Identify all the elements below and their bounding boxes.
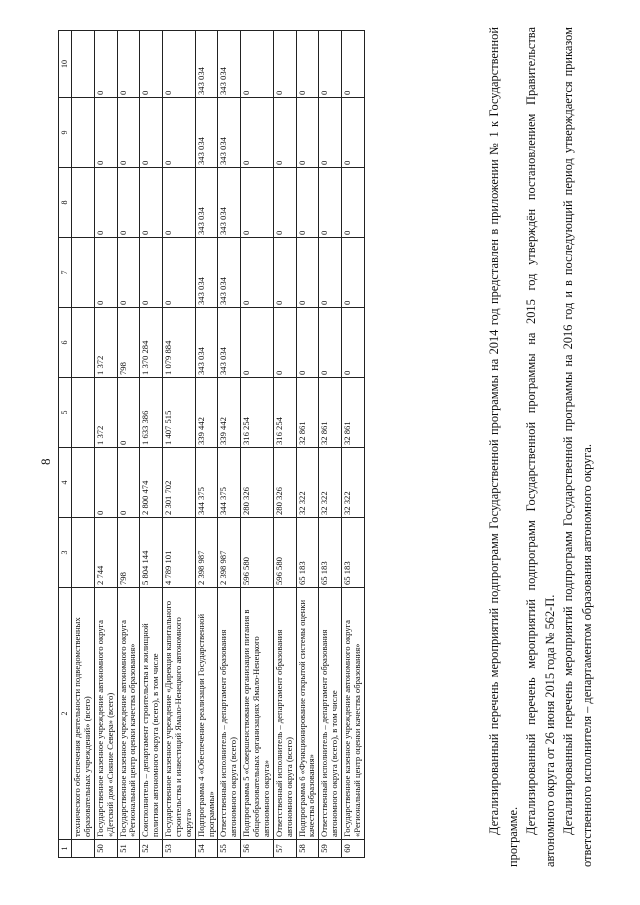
column-header: 5 (59, 378, 72, 448)
row-name: Государственное казенное учреждение «Дирекция капитального строительства и инвестиций Ямало-Ненецкого автономного округа» (163, 588, 196, 840)
row-value: 339 442 (218, 378, 241, 448)
row-value: 316 254 (273, 378, 296, 448)
row-value: 1 079 884 (163, 308, 196, 378)
column-header: 8 (59, 168, 72, 238)
row-value: 339 442 (195, 378, 218, 448)
row-value: 343 034 (195, 238, 218, 308)
row-value: 0 (342, 98, 365, 168)
row-value: 0 (94, 31, 117, 98)
row-value: 2 744 (94, 518, 117, 588)
row-value: 0 (273, 98, 296, 168)
row-value: 0 (163, 98, 196, 168)
row-value: 0 (163, 31, 196, 98)
table-row (195, 31, 218, 858)
column-header: 3 (59, 518, 72, 588)
row-value: 32 861 (319, 378, 342, 448)
row-value: 0 (241, 238, 274, 308)
table-row (241, 31, 274, 858)
row-value: 596 580 (273, 518, 296, 588)
row-value: 343 034 (218, 31, 241, 98)
row-value: 0 (342, 238, 365, 308)
note-paragraph: Детализированный перечень мероприятий подпрограмм Государственной программы на 2014 год представлен в приложении № 1 к Государственной программе. (487, 27, 520, 867)
row-value (72, 448, 95, 518)
row-value: 0 (296, 168, 319, 238)
row-number: 58 (296, 840, 319, 858)
row-value: 2 800 474 (140, 448, 163, 518)
row-name: Ответственный исполнитель – департамент образования автономного округа (всего) (218, 588, 241, 840)
budget-table (58, 30, 365, 858)
row-value: 0 (273, 168, 296, 238)
row-value: 65 183 (296, 518, 319, 588)
row-value: 1 372 (94, 378, 117, 448)
row-value: 0 (342, 31, 365, 98)
row-value: 4 789 101 (163, 518, 196, 588)
row-value: 0 (140, 98, 163, 168)
row-value: 0 (273, 308, 296, 378)
row-value: 596 580 (241, 518, 274, 588)
row-value: 280 326 (241, 448, 274, 518)
column-header: 4 (59, 448, 72, 518)
row-value: 0 (94, 98, 117, 168)
column-header: 10 (59, 31, 72, 98)
row-value: 343 034 (195, 98, 218, 168)
row-value: 344 375 (218, 448, 241, 518)
note-paragraph: Детализированный перечень мероприятий подпрограмм Государственной программы на 2016 год и в последующий период утверждается приказом ответственного исполнителя – департаментом образования автономного округа. (561, 27, 595, 867)
row-value: 0 (241, 98, 274, 168)
row-name: Государственное казенное учреждение автономного округа «Региональный центр оценки качества образования» (342, 588, 365, 840)
row-value: 0 (117, 98, 140, 168)
row-value: 1 370 284 (140, 308, 163, 378)
row-name: Ответственный исполнитель – департамент образования автономного округа (всего), в том числе (319, 588, 342, 840)
row-value: 0 (241, 168, 274, 238)
row-value: 343 034 (195, 168, 218, 238)
row-value (72, 31, 95, 98)
row-number: 59 (319, 840, 342, 858)
row-number: 53 (163, 840, 196, 858)
row-number: 55 (218, 840, 241, 858)
row-value: 343 034 (218, 98, 241, 168)
row-value: 0 (140, 31, 163, 98)
column-header: 9 (59, 98, 72, 168)
row-value: 0 (273, 238, 296, 308)
row-number: 57 (273, 840, 296, 858)
row-value: 65 183 (319, 518, 342, 588)
row-number: 60 (342, 840, 365, 858)
row-number (72, 840, 95, 858)
row-number: 52 (140, 840, 163, 858)
table-row (140, 31, 163, 858)
table-row (342, 31, 365, 858)
row-value (72, 518, 95, 588)
row-value: 0 (163, 238, 196, 308)
column-header: 1 (59, 840, 72, 858)
row-value: 2 398 987 (218, 518, 241, 588)
row-value: 32 861 (296, 378, 319, 448)
row-value: 343 034 (195, 308, 218, 378)
row-name: Соисполнитель – департамент строительства и жилищной политики автономного округа (всего), в том числе (140, 588, 163, 840)
row-value: 0 (117, 168, 140, 238)
page-number: 8 (38, 458, 53, 465)
row-value: 343 034 (218, 308, 241, 378)
row-value: 343 034 (218, 238, 241, 308)
row-value: 280 326 (273, 448, 296, 518)
table-header-row (59, 31, 72, 858)
row-value: 32 322 (319, 448, 342, 518)
row-value: 0 (140, 168, 163, 238)
row-value: 1 407 515 (163, 378, 196, 448)
note-paragraph: Детализированный перечень мероприятий подпрограмм Государственной программы на 2015 год утверждён постановлением Правительства автономного округа от 26 июня 2015 года № 562-П. (524, 27, 557, 867)
row-value: 2 398 987 (195, 518, 218, 588)
row-value: 65 183 (342, 518, 365, 588)
table-row (296, 31, 319, 858)
row-value (72, 168, 95, 238)
row-value: 0 (94, 168, 117, 238)
row-value: 0 (319, 98, 342, 168)
row-name: Подпрограмма 6 «Функционирование открытой системы оценки качества образования» (296, 588, 319, 840)
row-value: 0 (117, 448, 140, 518)
row-value: 0 (342, 308, 365, 378)
row-value: 0 (342, 168, 365, 238)
row-value: 0 (319, 31, 342, 98)
table-row (94, 31, 117, 858)
table-row (218, 31, 241, 858)
row-value: 0 (163, 168, 196, 238)
column-header: 6 (59, 308, 72, 378)
row-value: 0 (94, 238, 117, 308)
row-value: 0 (296, 238, 319, 308)
row-name: Подпрограмма 5 «Совершенствование организации питания в общеобразовательных организациях Ямало-Ненецкого автономного округа» (241, 588, 274, 840)
row-value: 32 322 (342, 448, 365, 518)
row-name: Ответственный исполнитель – департамент образования автономного округа (всего) (273, 588, 296, 840)
row-value: 0 (319, 168, 342, 238)
row-value: 0 (296, 98, 319, 168)
row-value: 0 (117, 238, 140, 308)
row-value: 0 (94, 448, 117, 518)
row-value: 0 (296, 31, 319, 98)
row-name: технического обеспечения деятельности подведомственных образовательных учреждений» (всего) (72, 588, 95, 840)
row-value: 0 (241, 308, 274, 378)
table-row (273, 31, 296, 858)
row-name: Государственное казенное учреждение автономного округа «Детский дом «Сияние Севера» (всего) (94, 588, 117, 840)
row-value (72, 98, 95, 168)
row-value: 32 861 (342, 378, 365, 448)
row-value: 0 (296, 308, 319, 378)
row-value: 0 (273, 31, 296, 98)
row-value: 0 (140, 238, 163, 308)
row-value: 5 804 144 (140, 518, 163, 588)
row-number: 50 (94, 840, 117, 858)
table-row (163, 31, 196, 858)
row-value: 798 (117, 518, 140, 588)
row-value: 343 034 (195, 31, 218, 98)
row-value: 2 301 702 (163, 448, 196, 518)
column-header: 2 (59, 588, 72, 840)
table-row (319, 31, 342, 858)
row-value (72, 308, 95, 378)
row-number: 54 (195, 840, 218, 858)
row-value (72, 378, 95, 448)
row-value: 0 (241, 31, 274, 98)
row-value: 344 375 (195, 448, 218, 518)
row-value: 32 322 (296, 448, 319, 518)
row-value: 0 (319, 238, 342, 308)
notes-section (485, 27, 597, 867)
row-value: 0 (117, 31, 140, 98)
row-name: Государственное казенное учреждение автономного округа «Региональный центр оценки качества образования» (117, 588, 140, 840)
row-value: 343 034 (218, 168, 241, 238)
row-value: 316 254 (241, 378, 274, 448)
row-value: 1 633 386 (140, 378, 163, 448)
column-header: 7 (59, 238, 72, 308)
row-name: Подпрограмма 4 «Обеспечение реализации Государственной программы» (195, 588, 218, 840)
table-row (72, 31, 95, 858)
row-number: 51 (117, 840, 140, 858)
table-row (117, 31, 140, 858)
row-value (72, 238, 95, 308)
row-value: 1 372 (94, 308, 117, 378)
row-value: 0 (319, 308, 342, 378)
row-value: 0 (117, 378, 140, 448)
row-value: 798 (117, 308, 140, 378)
row-number: 56 (241, 840, 274, 858)
